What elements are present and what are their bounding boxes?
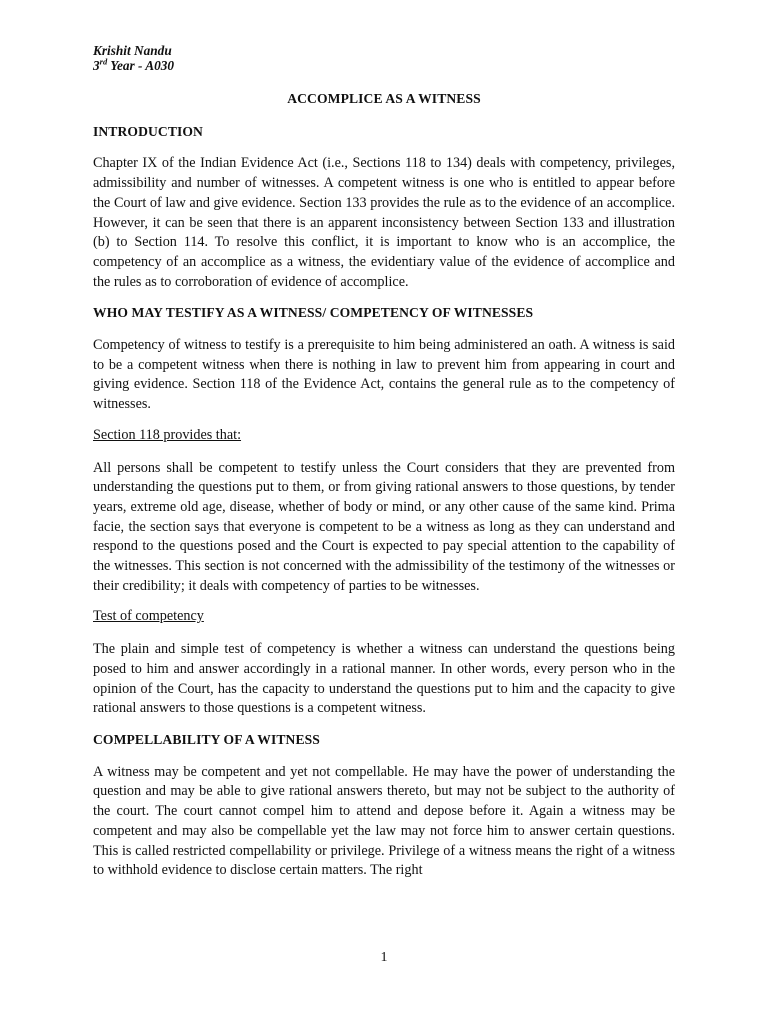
- paragraph-competency: Competency of witness to testify is a prerequisite to him being administered an oath. A witness is said to be a competent witness when there is nothing in law to prevent him from appearing in court and giving evidence. Section 118 of the Evidence Act, contains the general rule as to the competency of witnesses.: [93, 337, 675, 413]
- subheading-section-118: Section 118 provides that:: [93, 426, 242, 443]
- author-name: Krishit Nandu: [93, 43, 172, 58]
- paragraph-introduction: Chapter IX of the Indian Evidence Act (i.e., Sections 118 to 134) deals with competency, privileges, admissibility and number of witnesses. A competent witness is one who is entitled to appear before the Court of law and give evidence. Section 133 provides the rule as to the evidence of an accomplice. However, it can be seen that there is an apparent inconsistency between Section 133 and illustration (b) to Section 114. To resolve this conflict, it is important to know who is an accomplice, the competency of an accomplice as a witness, the evidentiary value of the evidence of accomplice and the rules as to corroboration of evidence of accomplice.: [93, 155, 675, 290]
- subheading-test-of-competency: Test of competency: [93, 608, 204, 625]
- author-block: [93, 43, 675, 73]
- year-ordinal: rd: [99, 56, 108, 67]
- author-year: [93, 58, 675, 73]
- paragraph-section-118: All persons shall be competent to testify unless the Court considers that they are prevented from understanding the questions put to them, or from giving rational answers to those questions, by tender years, extreme old age, disease, whether of body or mind, or any other cause of the same kind. Prima facie, the section says that everyone is competent to be a witness as long as they can understand and respond to the questions posed and the Court is expected to pay special attention to the capability of the witnesses. This section is not concerned with the admissibility of the testimony of the witnesses or their credibility; it deals with competency of parties to be witnesses.: [93, 459, 675, 594]
- heading-competency: WHO MAY TESTIFY AS A WITNESS/ COMPETENCY OF WITNESSES: [93, 305, 534, 321]
- year-rest: Year - A030: [107, 58, 175, 73]
- heading-compellability: COMPELLABILITY OF A WITNESS: [93, 731, 320, 747]
- document-page: [93, 43, 675, 892]
- page-number: 1: [380, 950, 388, 965]
- year-number: 3: [93, 58, 100, 73]
- paragraph-compellability: A witness may be competent and yet not compellable. He may have the power of understanding the question and may be able to give rational answers thereto, but may not be subject to the authority of the court. The court cannot compel him to attend and depose before it. Again a witness may be competent and may also be compellable yet the law may not force him to answer certain questions. This is called restricted compellability or privilege. Privilege of a witness means the right of a witness to withhold evidence to disclose certain matters. The right: [93, 763, 675, 879]
- heading-introduction: INTRODUCTION: [93, 123, 203, 139]
- document-title: ACCOMPLICE AS A WITNESS: [287, 91, 481, 106]
- paragraph-test-of-competency: The plain and simple test of competency is whether a witness can understand the questions being posed to him and answer accordingly in a rational manner. In other words, every person who in the opinion of the Court, has the capacity to understand the questions put to him and the capacity to give rational answers to those questions is a competent witness.: [93, 641, 675, 717]
